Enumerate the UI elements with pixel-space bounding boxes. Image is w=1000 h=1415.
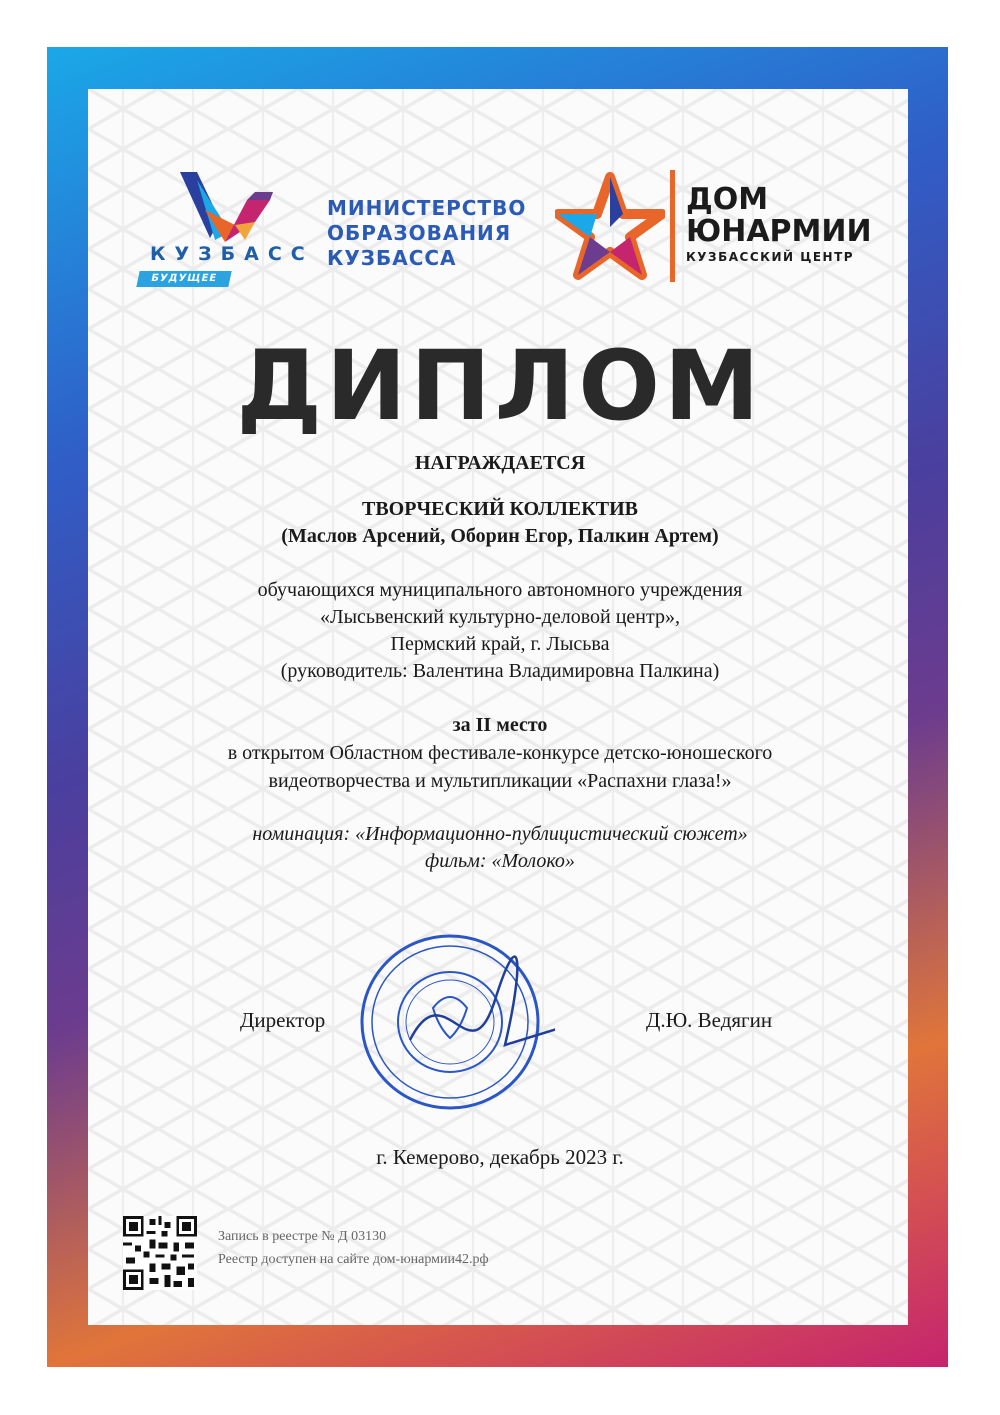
recipient-name: ТВОРЧЕСКИЙ КОЛЛЕКТИВ (362, 498, 638, 520)
official-stamp-icon (355, 930, 555, 1120)
signature-name: Д.Ю. Ведягин (646, 1008, 773, 1032)
members-list: (Маслов Арсений, Оборин Егор, Палкин Артем) (281, 525, 719, 547)
awarded-heading: НАГРАЖДАЕТСЯ (414, 452, 586, 474)
ministry-line-1: МИНИСТЕРСТВО (327, 196, 527, 220)
ministry-line-3: КУЗБАССА (327, 246, 457, 270)
dom-divider-bar (670, 170, 675, 282)
dom-yunarmii-logo-text (686, 184, 872, 264)
qr-code-icon (123, 1216, 197, 1290)
award-place: за II место (452, 714, 548, 736)
contest-line-1: в открытом Областном фестивале-конкурсе детско-юношеского (227, 742, 773, 764)
kuzbass-wordmark: КУЗБАСС (150, 243, 314, 265)
header-logos (0, 0, 1000, 320)
registry-entry: Запись в реестре № Д 03130 (218, 1229, 387, 1244)
contest-line-2: видеотворчества и мультипликации «Распахни глаза!» (268, 770, 732, 792)
dom-line-1: ДОМ (686, 182, 769, 217)
kuzbass-badge: БУДУЩЕЕ (136, 271, 231, 287)
place-and-date: г. Кемерово, декабрь 2023 г. (376, 1145, 624, 1169)
kuzbass-logo-icon (175, 170, 275, 245)
dom-line-2: ЮНАРМИИ (686, 214, 872, 249)
signature-position: Директор (240, 1008, 326, 1032)
registry-site: Реестр доступен на сайте дом-юнармии42.рф (218, 1252, 489, 1267)
ministry-logo-text (327, 196, 526, 271)
institution-line-1: обучающихся муниципального автономного учреждения (257, 579, 743, 601)
dom-line-3: КУЗБАССКИЙ ЦЕНТР (686, 250, 855, 264)
film-title: фильм: «Молоко» (425, 850, 575, 872)
institution-line-3: Пермский край, г. Лысьва (390, 633, 610, 655)
diploma-title: ДИПЛОМ (236, 330, 764, 442)
yunarmiya-star-icon (555, 172, 665, 282)
institution-line-2: «Лысьвенский культурно-деловой центр», (320, 606, 680, 628)
institution-line-4: (руководитель: Валентина Владимировна Палкина) (280, 660, 720, 682)
nomination: номинация: «Информационно-публицистический сюжет» (252, 823, 748, 845)
ministry-line-2: ОБРАЗОВАНИЯ (327, 221, 512, 245)
